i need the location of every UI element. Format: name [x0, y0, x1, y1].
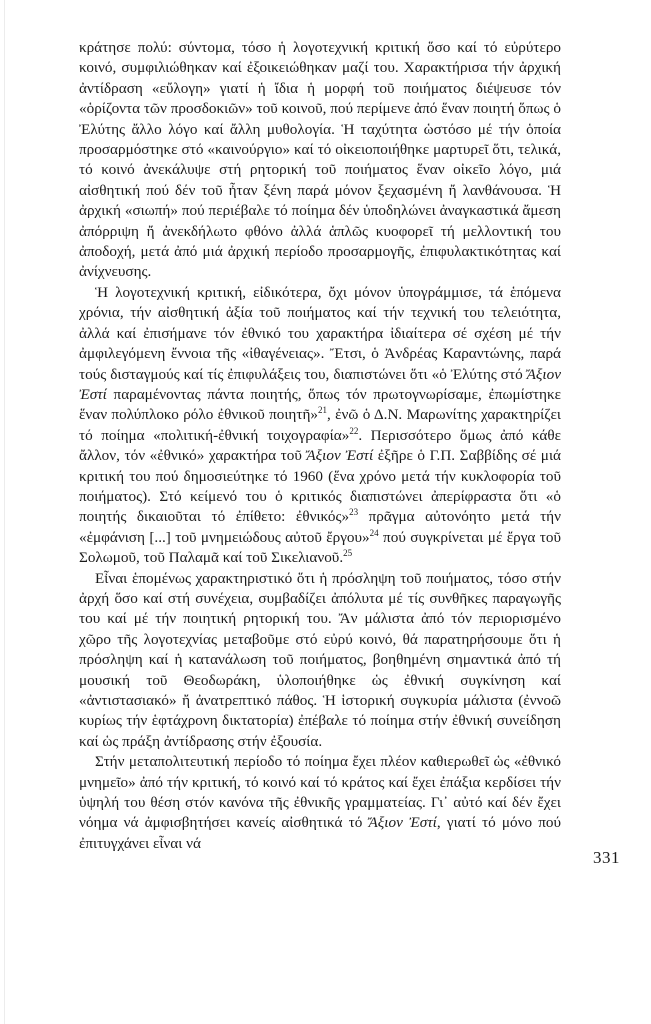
body-text: [79, 38, 561, 854]
footnote-ref: 22: [349, 425, 359, 436]
paragraph: [79, 569, 561, 753]
text-run: κράτησε πολύ: σύντομα, τόσο ἡ λογοτεχνική κριτική ὅσο καί τό εὐρύτερο κοινό, συμφιλιώθηκαν καί ἐξοικειώθηκαν μαζί του. Χαρακτήρισα τήν ἀρχική ἀντίδραση «εὔλογη» γιατί ἡ ἴδια ἡ μορφή τοῦ ποιήματος διέψευσε τόν «ὁρίζοντα τῶν προσδοκιῶν» τοῦ κοινοῦ, πού περίμενε ἀπό ἕναν ποιητή ὅπως ὁ Ἐλύτης ἄλλο λόγο καί ἄλλη μυθολογία. Ἡ ταχύτητα ὡστόσο μέ τήν ὁποία προσαρμόστηκε στό «καινούργιο» καί τό οἰκειοποιήθηκε μαρτυρεῖ ὅτι, τελικά, τό κοινό ἀνεκάλυψε στή ρητορική τοῦ ποιήματος ἕναν οἰκεῖο λόγο, μιά αἰσθητική πού δέν τοῦ ἦταν ξένη παρά μόνον ξεχασμένη ἤ λανθάνουσα. Ἡ ἀρχική «σιωπή» πού περιέβαλε τό ποίημα δέν ὑποδηλώνει ἀναγκαστικά ἄμεση ἀπόρριψη ἤ ἀνεκδήλωτο φθόνο ἀλλά ἁπλῶς κυοφορεῖ τή μελλοντική του ἀποδοχή, μετά ἀπό μιά ἀρχική περίοδο προσαρμογῆς, ἐπιφυλακτικότητας καί ἀνίχνευσης.: [79, 39, 561, 281]
text-run: Στήν μεταπολιτευτική περίοδο τό ποίημα ἔχει πλέον καθιερωθεῖ ὡς «ἐθνικό μνημεῖο» ἀπό τήν κριτική, τό κοινό καί τό κράτος καί ἔχει ἐπάξια κερδίσει τήν ὑψηλή του θέση στόν κανόνα τῆς ἐθνικῆς γραμματείας. Γι᾿ αὐτό καί δέν ἔχει νόημα νά ἀμφισβητήσει κανείς αἰσθητικά τό: [79, 753, 561, 832]
text-run: πρᾶγμα αὐτονόητο μετά τήν «ἐμφάνιση [...] τοῦ μνημειώδους αὐτοῦ ἔργου»: [79, 508, 561, 546]
italic-title: Ἄξιον Ἐστί: [79, 365, 561, 403]
footnote-ref: 24: [369, 527, 379, 538]
page-number: 331: [593, 848, 620, 867]
text-run: . Περισσότερο ὅμως ἀπό κάθε ἄλλον, τόν «ἐθνικό» χαρακτήρα τοῦ: [79, 426, 561, 465]
text-run: , ἐνῶ ὁ Δ.Ν. Μαρωνίτης χαρακτηρίζει τό ποίημα «πολιτική-ἐθνική τοιχογραφία»: [79, 406, 561, 444]
footnote-ref: 21: [318, 405, 328, 416]
paragraph: [79, 752, 561, 854]
page-edge-shadow: [4, 0, 5, 1024]
footnote-ref: 23: [349, 507, 359, 518]
paragraph: [79, 283, 561, 569]
italic-title: Ἄξιον Ἐστί: [368, 814, 437, 832]
text-run: παραμένοντας πάντα ποιητής, ὅπως τόν πρωτογνωρίσαμε, ἐπωμίστηκε ἕναν πολύπλοκο ρόλο ἐθνικοῦ ποιητῆ»: [79, 385, 561, 424]
text-run: , γιατί τό μόνο πού ἐπιτυγχάνει εἶναι νά: [79, 814, 561, 852]
text-run: πού συγκρίνεται μέ ἔργα τοῦ Σολωμοῦ, τοῦ Παλαμᾶ καί τοῦ Σικελιανοῦ.: [79, 528, 561, 567]
footnote-ref: 25: [343, 548, 353, 559]
italic-title: Ἄξιον Ἐστί: [306, 447, 374, 465]
paragraph: [79, 38, 561, 283]
text-run: Ἡ λογοτεχνική κριτική, εἰδικότερα, ὄχι μόνον ὑπογράμμισε, τά ἑπόμενα χρόνια, τήν αἰσθητική ἀξία τοῦ ποιήματος καί τήν τεχνική του τελειότητα, ἀλλά καί ἐπισήμανε τόν ἐθνικό του χαρακτήρα ἰδιαίτερα σέ σχέση μέ τήν ἀμφιλεγόμενη ἔννοια τῆς «ἰθαγένειας». Ἔτσι, ὁ Ἀνδρέας Καραντώνης, παρά τούς δισταγμούς καί τίς ἐπιφυλάξεις του, διαπιστώνει ὅτι «ὁ Ἐλύτης στό: [79, 283, 561, 383]
text-run: ἐξῆρε ὁ Γ.Π. Σαββίδης σέ μιά κριτική του πού δημοσιεύτηκε τό 1960 (ἕνα χρόνο μετά τήν κυκλοφορία τοῦ ποιήματος). Στό κείμενό του ὁ κριτικός διαπιστώνει ἀπερίφραστα ὅτι «ὁ ποιητής δικαιοῦται τό ἐπίθετο: ἐθνικός»: [79, 447, 561, 526]
text-run: Εἶναι ἑπομένως χαρακτηριστικό ὅτι ἡ πρόσληψη τοῦ ποιήματος, τόσο στήν ἀρχή ὅσο καί στή συνέχεια, συμβαδίζει ἀπόλυτα μέ τίς συνθῆκες παραγωγῆς του καί μέ τήν ποιητική ρητορική του. Ἄν μάλιστα ἀπό τόν περιορισμένο χῶρο τῆς λογοτεχνίας μεταβοῦμε στό εὐρύ κοινό, θά παρατηρήσουμε ὅτι ἡ πρόσληψη καί ἡ κατανάλωση τοῦ ποιήματος, βοηθημένη σημαντικά ἀπό τή μουσική τοῦ Θεοδωράκη, ὑλοποιήθηκε ὡς ἐθνική συγκίνηση καί «ἀντιστασιακό» ἤ ἀνατρεπτικό πάθος. Ἡ ἱστορική συγκυρία μάλιστα (ἐννοῶ κυρίως τήν ἑφτάχρονη δικτατορία) ἐπέβαλε τό ποίημα στήν ἐθνική συνείδηση καί ὡς πράξη ἀντίδρασης στήν ἐξουσία.: [79, 569, 561, 750]
